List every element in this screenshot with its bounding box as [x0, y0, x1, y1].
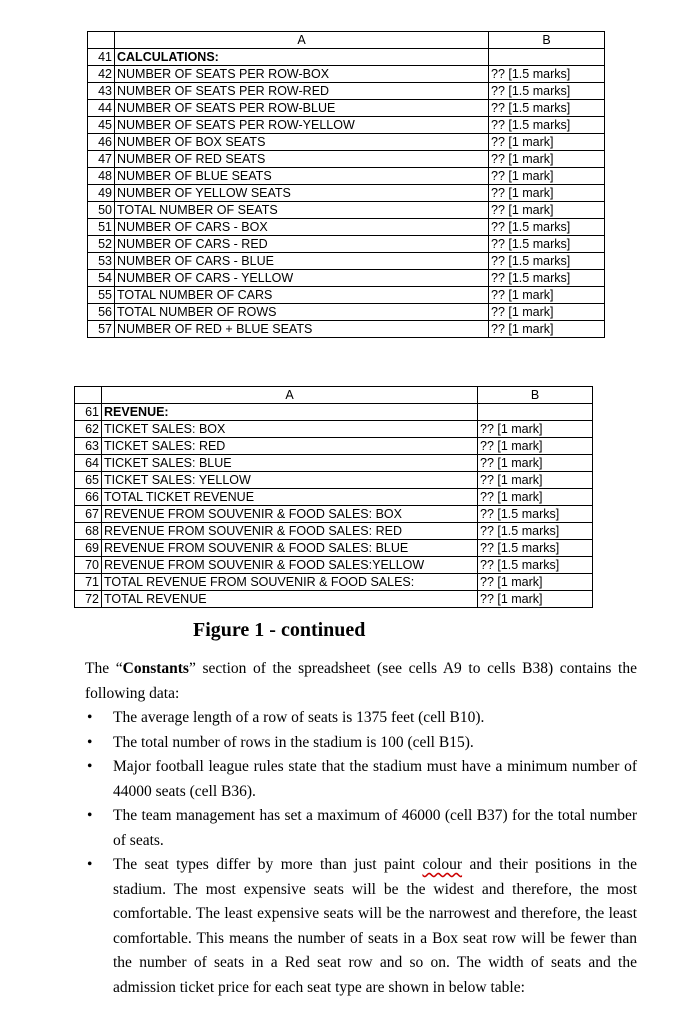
table-row — [88, 219, 605, 236]
intro-text-after: ” section of the spreadsheet (see cells A9 to cells B38) contains the following data: — [85, 660, 637, 702]
cell-label[interactable]: NUMBER OF CARS - BLUE — [115, 253, 489, 270]
cell-label[interactable]: REVENUE FROM SOUVENIR & FOOD SALES: RED — [102, 523, 478, 540]
table-row — [88, 270, 605, 287]
table-row — [88, 253, 605, 270]
row-number[interactable]: 52 — [88, 236, 115, 253]
list-item-text: The total number of rows in the stadium is 100 (cell B15). — [113, 733, 474, 751]
table-row — [75, 574, 593, 591]
cell-value[interactable]: ?? [1.5 marks] — [489, 100, 605, 117]
list-item-text-after: and their positions in the stadium. The most expensive seats will be the widest and therefore, the most comfortable. The least expensive seats will be the narrowest and therefore, the least comfortable. This means the number of seats in a Box seat row will be fewer than the number of seats in a Red seat row and so on. The width of seats and the admission ticket price for each seat type are shown in below table: — [113, 856, 637, 996]
cell-value[interactable]: ?? [1 mark] — [489, 304, 605, 321]
row-number[interactable]: 72 — [75, 591, 102, 608]
row-number[interactable]: 68 — [75, 523, 102, 540]
row-number[interactable]: 69 — [75, 540, 102, 557]
cell-value[interactable]: ?? [1 mark] — [478, 591, 593, 608]
list-item-text: The average length of a row of seats is 1375 feet (cell B10). — [113, 709, 485, 726]
cell-value[interactable]: ?? [1.5 marks] — [478, 540, 593, 557]
cell-label[interactable]: TOTAL REVENUE FROM SOUVENIR & FOOD SALES: — [102, 574, 478, 591]
bullet-icon: • — [87, 856, 93, 873]
column-header-row — [88, 32, 605, 49]
row-number[interactable]: 42 — [88, 66, 115, 83]
table-row — [75, 591, 593, 608]
figure-caption: Figure 1 - continued — [193, 619, 366, 641]
cell-label[interactable]: NUMBER OF RED SEATS — [115, 151, 489, 168]
row-number[interactable]: 50 — [88, 202, 115, 219]
list-item — [85, 804, 637, 853]
bullet-icon: • — [87, 758, 93, 775]
row-number[interactable]: 55 — [88, 287, 115, 304]
table-row — [75, 404, 593, 421]
cell-label[interactable]: TOTAL NUMBER OF SEATS — [115, 202, 489, 219]
table-row — [88, 168, 605, 185]
table-row — [75, 455, 593, 472]
table-row — [88, 100, 605, 117]
cell-value[interactable]: ?? [1 mark] — [478, 574, 593, 591]
cell-label[interactable]: TOTAL REVENUE — [102, 591, 478, 608]
row-number[interactable]: 46 — [88, 134, 115, 151]
table-row — [88, 83, 605, 100]
row-number[interactable]: 47 — [88, 151, 115, 168]
table-row — [88, 202, 605, 219]
list-item-text: The team management has set a maximum of 46000 (cell B37) for the total number of seats. — [113, 807, 637, 849]
cell-label[interactable]: NUMBER OF SEATS PER ROW-BOX — [115, 66, 489, 83]
row-number[interactable]: 56 — [88, 304, 115, 321]
cell-label[interactable]: NUMBER OF BLUE SEATS — [115, 168, 489, 185]
intro-text-bold: Constants — [122, 660, 189, 677]
cell-value[interactable]: ?? [1.5 marks] — [489, 117, 605, 134]
row-number[interactable]: 67 — [75, 506, 102, 523]
cell-label[interactable]: TOTAL NUMBER OF ROWS — [115, 304, 489, 321]
cell-value[interactable]: ?? [1.5 marks] — [489, 253, 605, 270]
table-row — [75, 438, 593, 455]
row-number[interactable]: 54 — [88, 270, 115, 287]
table-row — [88, 185, 605, 202]
bullet-icon: • — [87, 733, 93, 751]
cell-value[interactable]: ?? [1 mark] — [489, 185, 605, 202]
cell-label[interactable]: REVENUE FROM SOUVENIR & FOOD SALES: BOX — [102, 506, 478, 523]
row-number[interactable]: 61 — [75, 404, 102, 421]
cell-value[interactable]: ?? [1 mark] — [489, 168, 605, 185]
intro-paragraph — [85, 657, 637, 706]
column-header-row — [75, 387, 593, 404]
cell-label[interactable]: NUMBER OF CARS - RED — [115, 236, 489, 253]
cell-label[interactable]: NUMBER OF SEATS PER ROW-YELLOW — [115, 117, 489, 134]
row-number[interactable]: 57 — [88, 321, 115, 338]
bullet-icon: • — [87, 709, 93, 726]
table-row — [75, 557, 593, 574]
cell-label[interactable]: NUMBER OF YELLOW SEATS — [115, 185, 489, 202]
table-row — [88, 236, 605, 253]
cell-value[interactable]: ?? [1 mark] — [489, 151, 605, 168]
table-row — [75, 523, 593, 540]
list-item-text: Major football league rules state that the stadium must have a minimum number of 44000 seats (cell B36). — [113, 758, 637, 800]
list-item — [85, 706, 637, 731]
cell-value[interactable] — [489, 49, 605, 66]
cell-label[interactable]: REVENUE FROM SOUVENIR & FOOD SALES:YELLOW — [102, 557, 478, 574]
list-item — [85, 755, 637, 804]
row-number[interactable]: 43 — [88, 83, 115, 100]
column-header-a[interactable]: A — [115, 32, 489, 49]
cell-label[interactable]: NUMBER OF CARS - BOX — [115, 219, 489, 236]
table-row — [75, 472, 593, 489]
table-row — [88, 117, 605, 134]
constants-list — [85, 706, 637, 1000]
cell-value[interactable]: ?? [1.5 marks] — [478, 523, 593, 540]
corner-cell — [88, 32, 115, 49]
table-row — [75, 421, 593, 438]
table-row — [88, 304, 605, 321]
row-number[interactable]: 45 — [88, 117, 115, 134]
list-item-text-underlined: colour — [422, 856, 463, 873]
row-number[interactable]: 48 — [88, 168, 115, 185]
cell-label[interactable]: TOTAL NUMBER OF CARS — [115, 287, 489, 304]
cell-label[interactable]: TICKET SALES: RED — [102, 438, 478, 455]
list-item — [85, 853, 637, 1000]
cell-label[interactable]: TOTAL TICKET REVENUE — [102, 489, 478, 506]
row-number[interactable]: 70 — [75, 557, 102, 574]
row-number[interactable]: 62 — [75, 421, 102, 438]
row-number[interactable]: 44 — [88, 100, 115, 117]
corner-cell — [75, 387, 102, 404]
cell-value[interactable]: ?? [1 mark] — [478, 472, 593, 489]
cell-value[interactable]: ?? [1.5 marks] — [489, 270, 605, 287]
table-row — [75, 540, 593, 557]
cell-value[interactable]: ?? [1.5 marks] — [478, 506, 593, 523]
cell-value[interactable]: ?? [1 mark] — [489, 287, 605, 304]
cell-label[interactable]: TICKET SALES: YELLOW — [102, 472, 478, 489]
cell-value[interactable]: ?? [1.5 marks] — [478, 557, 593, 574]
row-number[interactable]: 49 — [88, 185, 115, 202]
cell-value[interactable]: ?? [1 mark] — [478, 421, 593, 438]
row-number[interactable]: 64 — [75, 455, 102, 472]
row-number[interactable]: 51 — [88, 219, 115, 236]
row-number[interactable]: 63 — [75, 438, 102, 455]
table-row — [75, 506, 593, 523]
column-header-a[interactable]: A — [102, 387, 478, 404]
table-row — [88, 134, 605, 151]
row-number[interactable]: 41 — [88, 49, 115, 66]
cell-label[interactable]: TICKET SALES: BLUE — [102, 455, 478, 472]
table-row — [88, 66, 605, 83]
cell-label[interactable]: NUMBER OF SEATS PER ROW-RED — [115, 83, 489, 100]
cell-value[interactable]: ?? [1 mark] — [478, 489, 593, 506]
cell-value[interactable]: ?? [1 mark] — [478, 438, 593, 455]
row-number[interactable]: 65 — [75, 472, 102, 489]
calculations-table — [87, 31, 605, 338]
cell-label[interactable]: NUMBER OF RED + BLUE SEATS — [115, 321, 489, 338]
cell-label[interactable]: NUMBER OF SEATS PER ROW-BLUE — [115, 100, 489, 117]
cell-value[interactable]: ?? [1.5 marks] — [489, 236, 605, 253]
table-row — [88, 49, 605, 66]
column-header-b[interactable]: B — [478, 387, 593, 404]
list-item — [85, 731, 637, 756]
table-row — [75, 489, 593, 506]
column-header-b[interactable]: B — [489, 32, 605, 49]
table-row — [88, 151, 605, 168]
cell-label[interactable]: TICKET SALES: BOX — [102, 421, 478, 438]
table-row — [88, 321, 605, 338]
cell-label[interactable]: REVENUE: — [102, 404, 478, 421]
cell-value[interactable]: ?? [1.5 marks] — [489, 219, 605, 236]
cell-value[interactable]: ?? [1 mark] — [489, 202, 605, 219]
cell-value[interactable]: ?? [1 mark] — [478, 455, 593, 472]
cell-value[interactable]: ?? [1.5 marks] — [489, 83, 605, 100]
cell-label[interactable]: NUMBER OF BOX SEATS — [115, 134, 489, 151]
row-number[interactable]: 66 — [75, 489, 102, 506]
cell-value[interactable] — [478, 404, 593, 421]
cell-label[interactable]: CALCULATIONS: — [115, 49, 489, 66]
cell-value[interactable]: ?? [1 mark] — [489, 134, 605, 151]
cell-label[interactable]: NUMBER OF CARS - YELLOW — [115, 270, 489, 287]
revenue-table — [74, 386, 593, 608]
intro-text-before: The “ — [85, 660, 123, 677]
table-row — [88, 287, 605, 304]
cell-value[interactable]: ?? [1.5 marks] — [489, 66, 605, 83]
row-number[interactable]: 71 — [75, 574, 102, 591]
row-number[interactable]: 53 — [88, 253, 115, 270]
bullet-icon: • — [87, 807, 93, 824]
cell-value[interactable]: ?? [1 mark] — [489, 321, 605, 338]
list-item-text-before: The seat types differ by more than just paint — [113, 856, 423, 873]
cell-label[interactable]: REVENUE FROM SOUVENIR & FOOD SALES: BLUE — [102, 540, 478, 557]
